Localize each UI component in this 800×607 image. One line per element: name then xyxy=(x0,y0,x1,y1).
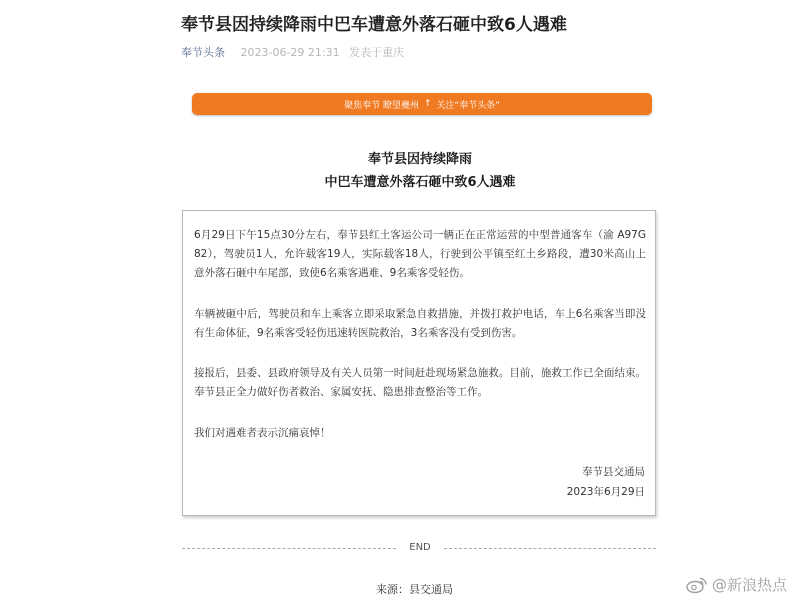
end-marker: END xyxy=(409,542,431,553)
account-name-link[interactable]: 奉节头条 xyxy=(181,46,225,59)
weibo-icon xyxy=(686,576,708,594)
notice-date: 2023年6月29日 xyxy=(566,486,645,498)
end-divider-right xyxy=(444,548,656,549)
notice-paragraph: 6月29日下午15点30分左右，奉节县红土客运公司一辆正在正常运营的中型普通客车（渝 A97G82），驾驶员1人，允许载客19人，实际载客18人，行驶到公平镇至红土乡路段，遭30米高山上意外落石砸中车尾部，致使6名乘客遇难、9名乘客受轻伤。 xyxy=(194,229,646,279)
source-credit: 来源：县交通局 xyxy=(376,583,453,596)
article-title: 奉节县因持续降雨中巴车遭意外落石砸中致6人遇难 xyxy=(181,15,567,35)
watermark-text: @新浪热点 xyxy=(712,576,788,594)
follow-banner-button[interactable] xyxy=(192,93,652,115)
notice-paragraph: 我们对遇难者表示沉痛哀悼！ xyxy=(194,427,331,439)
notice-paragraph: 车辆被砸中后，驾驶员和车上乘客立即采取紧急自救措施，并拨打救护电话，车上6名乘客当即没有生命体征，9名乘客受轻伤迅速转医院救治，3名乘客没有受到伤害。 xyxy=(194,308,646,339)
watermark xyxy=(686,574,787,595)
banner-follow-text: 关注“奉节头条” xyxy=(436,100,500,111)
end-divider-left xyxy=(182,548,396,549)
arrow-up-icon: ↑ xyxy=(424,99,432,109)
notice-signature: 奉节县交通局 xyxy=(582,466,645,478)
article-meta xyxy=(181,44,404,60)
publish-time: 2023-06-29 21:31 xyxy=(240,46,340,59)
headline-line-1: 奉节县因持续降雨 xyxy=(367,152,472,167)
publish-location: 发表于重庆 xyxy=(349,46,405,59)
headline-line-2: 中巴车遭意外落石砸中致6人遇难 xyxy=(324,175,516,190)
notice-card xyxy=(182,210,656,516)
notice-paragraph: 接报后，县委、县政府领导及有关人员第一时间赶赴现场紧急施救。目前，施救工作已全面结束。奉节县正全力做好伤者救治、家属安抚、隐患排查整治等工作。 xyxy=(194,367,646,398)
banner-slogan: 聚焦奉节 瞭望夔州 xyxy=(344,100,419,111)
